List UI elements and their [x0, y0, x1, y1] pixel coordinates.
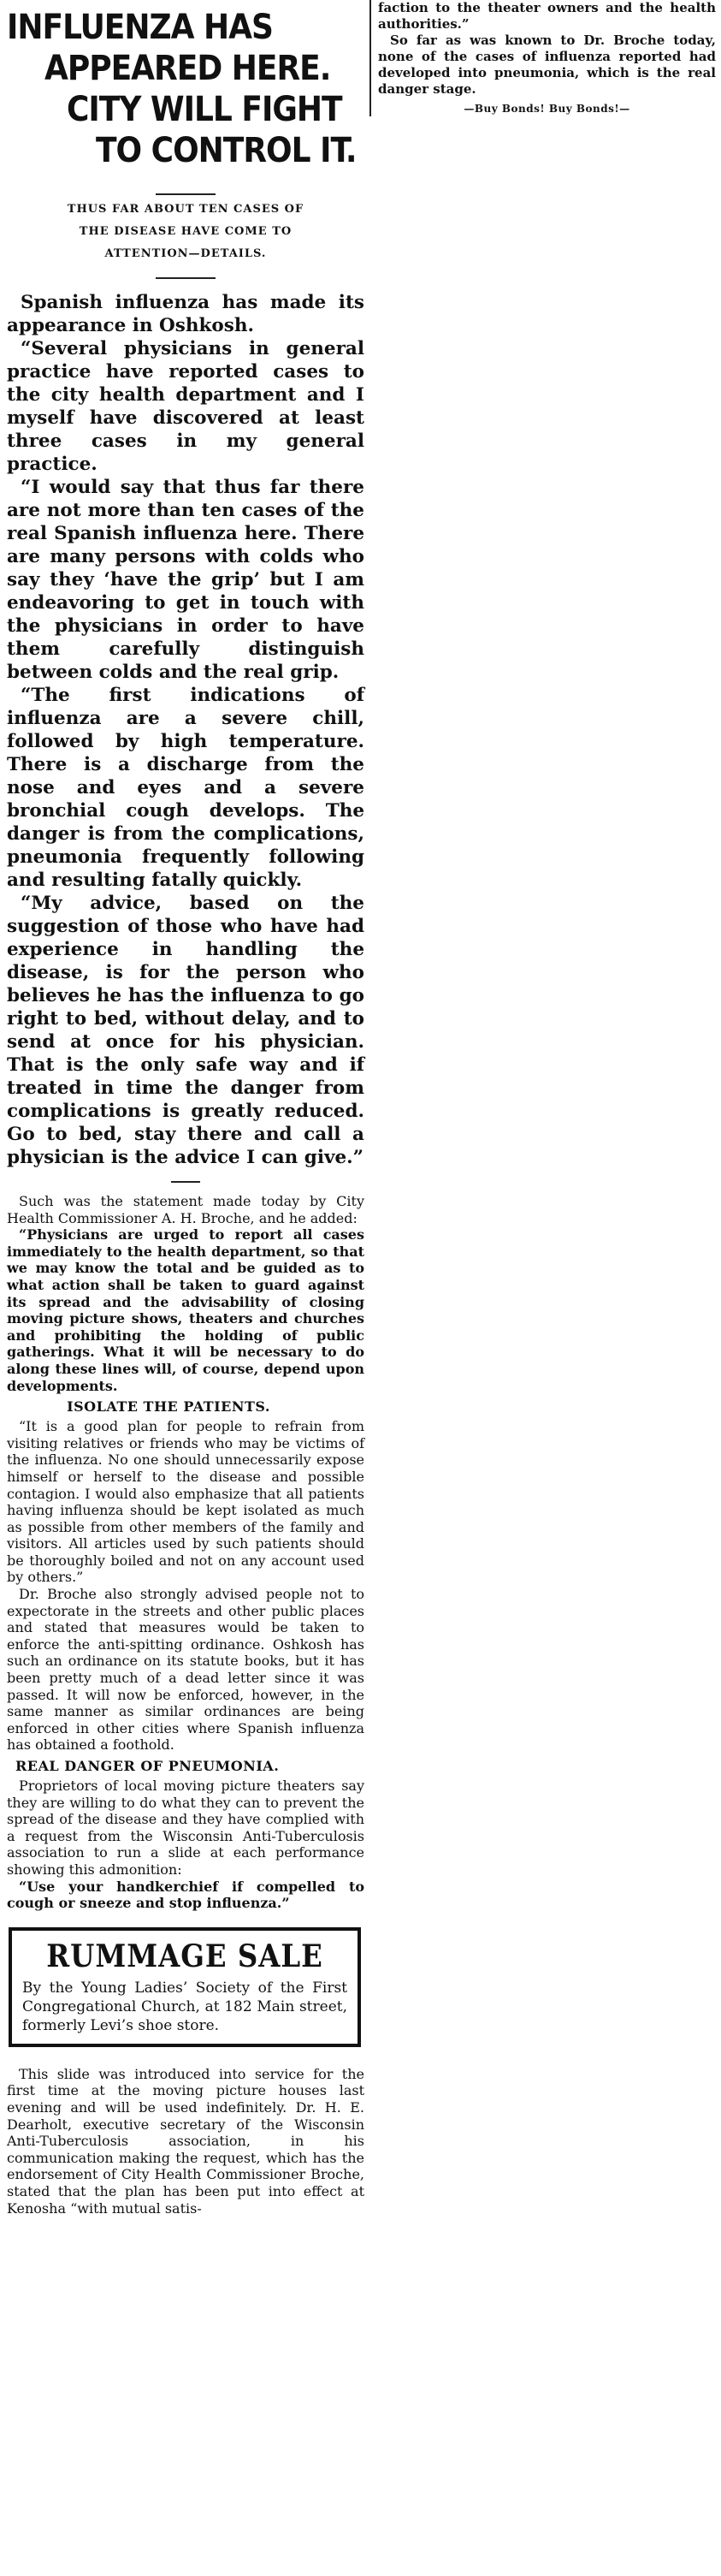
headline [7, 0, 364, 171]
divider [156, 193, 216, 195]
continuation-paragraph-1: faction to the theater owners and the health authorities.” [378, 0, 716, 32]
deck [7, 199, 364, 265]
lead-paragraph-1: Spanish influenza has made its appearance in Oshkosh. [7, 292, 364, 336]
body-paragraph: “It is a good plan for people to refrain from visiting relatives or friends who may be victims of the influenza. No one should unnecessarily expose himself or herself to the disease and possible contagion. I would also emphasize that all patients having influenza should be kept isolated as much as possible from other members of the family and visitors. All articles used by such patients should be thoroughly boiled and not on any account used by others.” [7, 1418, 364, 1586]
rummage-sale-ad [9, 1927, 361, 2047]
headline-line-3: CITY WILL FIGHT [67, 90, 342, 129]
lead-paragraph-4: “The first indications of influenza are a severe chill, followed by high temperature. There is a discharge from the nose and eyes and a severe bronchial cough develops. The danger is from the complications, pneumonia frequently following and resulting fatally quickly. [7, 685, 364, 891]
continuation-text [378, 0, 716, 98]
article-column [7, 0, 364, 2576]
body-section-3 [7, 1778, 364, 1912]
deck-line-2: THE DISEASE HAVE COME TO [79, 225, 293, 238]
buy-bonds-slug: —Buy Bonds! Buy Bonds!— [464, 103, 630, 115]
headline-line-1: INFLUENZA HAS [7, 8, 273, 47]
body-paragraph: “Physicians are urged to report all cases immediately to the health department, so that we may know the total and be guided as to what action shall be taken to guard against its spread and the advisability of closing moving picture shows, theaters and churches and prohibiting the holding of public gatherings. What it will be necessary to do along these lines will, of course, depend upon developments. [7, 1226, 364, 1394]
body-paragraph: “Use your handkerchief if compelled to cough or sneeze and stop influenza.” [7, 1878, 364, 1912]
body-paragraph: This slide was introduced into service for the first time at the moving picture houses last evening and will be used indefinitely. Dr. H. E. Dearholt, executive secretary of the Wisconsin Anti-Tuberculosis association, in his communication making the request, which has the endorsement of City Health Commissioner Broche, stated that the plan has been put into effect at Kenosha “with mutual satis- [7, 2065, 364, 2217]
subhead-pneumonia: REAL DANGER OF PNEUMONIA. [15, 1758, 280, 1774]
body-section-2 [7, 1418, 364, 1754]
body-paragraph: Such was the statement made today by City Health Commissioner A. H. Broche, and he added: [7, 1193, 364, 1226]
continuation-column [369, 0, 716, 116]
body-section-4 [7, 2066, 364, 2217]
continuation-paragraph-2: So far as was known to Dr. Broche today, none of the cases of influenza reported had developed into pneumonia, which is the real danger stage. [378, 33, 716, 97]
divider [171, 1181, 200, 1183]
body-paragraph: Proprietors of local moving picture theaters say they are willing to do what they can to prevent the spread of the disease and they have complied with a request from the Wisconsin Anti-Tuberculosis association to run a slide at each performance showing this admonition: [7, 1778, 364, 1878]
subhead-isolate: ISOLATE THE PATIENTS. [67, 1398, 270, 1416]
ad-title: RUMMAGE SALE [46, 1938, 323, 1974]
ad-body: By the Young Ladies’ Society of the First Congregational Church, at 182 Main street, formerly Levi’s shoe store. [22, 1979, 347, 2034]
lead-section [7, 291, 364, 1169]
divider [156, 277, 216, 279]
deck-line-1: THUS FAR ABOUT TEN CASES OF [67, 203, 304, 216]
headline-line-2: APPEARED HERE. [44, 49, 331, 88]
body-paragraph: Dr. Broche also strongly advised people not to expectorate in the streets and other public places and stated that measures would be taken to enforce the anti-spitting ordinance. Oshkosh has such an ordinance on its statute books, but it has been pretty much of a dead letter since it was passed. It will now be enforced, however, in the same manner as similar ordinances are being enforced in other cities where Spanish influenza has obtained a foothold. [7, 1586, 364, 1754]
lead-paragraph-5: “My advice, based on the suggestion of those who have had experience in handling the disease, is for the person who believes he has the influenza to go right to bed, without delay, and to send at once for his physician. That is the only safe way and if treated in time the danger from complications is greatly reduced. Go to bed, stay there and call a physician is the advice I can give.” [7, 893, 364, 1168]
lead-paragraph-3: “I would say that thus far there are not more than ten cases of the real Spanish influenza here. There are many persons with colds who say they ‘have the grip’ but I am endeavoring to get in touch with the physicians in order to have them carefully distinguish between colds and the real grip. [7, 477, 364, 683]
body-section-1 [7, 1193, 364, 1394]
lead-paragraph-2: “Several physicians in general practice have reported cases to the city health department and I myself have discovered at least three cases in my general practice. [7, 338, 364, 475]
headline-line-4: TO CONTROL IT. [96, 131, 357, 170]
deck-line-3: ATTENTION—DETAILS. [104, 247, 267, 260]
